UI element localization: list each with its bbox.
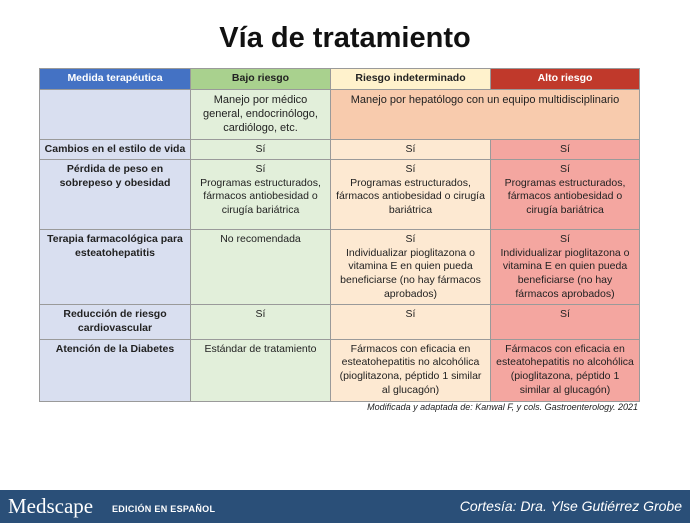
row-label: Atención de la Diabetes (40, 339, 191, 401)
footer-bar (0, 490, 690, 523)
header-riesgo-indeterminado: Riesgo indeterminado (331, 69, 491, 90)
table-header-row (40, 69, 640, 90)
header-alto-riesgo: Alto riesgo (491, 69, 640, 90)
page-title: Vía de tratamiento (219, 22, 471, 54)
source-note: Modificada y adaptada de: Kanwal F, y cols. Gastroenterology. 2021 (367, 402, 638, 412)
table-row (40, 305, 640, 339)
cell-indeterminado: Sí Programas estructurados, fármacos antiobesidad o cirugía bariátrica (331, 160, 491, 230)
treatment-table (39, 68, 640, 402)
cell-bajo: Sí Programas estructurados, fármacos antiobesidad o cirugía bariátrica (191, 160, 331, 230)
table-row (40, 339, 640, 401)
cell-alto: Sí Programas estructurados, fármacos antiobesidad o cirugía bariátrica (491, 160, 640, 230)
medscape-logo: Medscape (8, 494, 94, 518)
table-row (40, 230, 640, 305)
cell-alto: Sí (491, 139, 640, 160)
table-row (40, 139, 640, 160)
edition-label: EDICIÓN EN ESPAÑOL (112, 504, 216, 514)
cell-bajo: Estándar de tratamiento (191, 339, 331, 401)
cell-alto: Sí Individualizar pioglitazona o vitamina E en quien pueda beneficiarse (no hay fármacos aprobados) (491, 230, 640, 305)
manejo-bajo-cell: Manejo por médico general, endocrinólogo, cardiólogo, etc. (191, 89, 331, 139)
row-label: Pérdida de peso en sobrepeso y obesidad (40, 160, 191, 230)
cell-alto: Fármacos con eficacia en esteatohepatitis no alcohólica (pioglitazona, péptido 1 similar al glucagón) (491, 339, 640, 401)
manejo-hepatologo-cell: Manejo por hepatólogo con un equipo multidisciplinario (331, 89, 640, 139)
cell-indeterminado: Sí (331, 305, 491, 339)
row-label: Cambios en el estilo de vida (40, 139, 191, 160)
header-medida: Medida terapéutica (40, 69, 191, 90)
row-label: Reducción de riesgo cardiovascular (40, 305, 191, 339)
credit-text: Cortesía: Dra. Ylse Gutiérrez Grobe (459, 498, 682, 514)
table-row (40, 160, 640, 230)
row-label: Terapia farmacológica para esteatohepatitis (40, 230, 191, 305)
cell-bajo: No recomendada (191, 230, 331, 305)
cell-indeterminado: Sí Individualizar pioglitazona o vitamina E en quien pueda beneficiarse (no hay fármacos aprobados) (331, 230, 491, 305)
cell-indeterminado: Fármacos con eficacia en esteatohepatitis no alcohólica (pioglitazona, péptido 1 similar al glucagón) (331, 339, 491, 401)
cell-bajo: Sí (191, 139, 331, 160)
table-row (40, 89, 640, 139)
header-bajo-riesgo: Bajo riesgo (191, 69, 331, 90)
cell-bajo: Sí (191, 305, 331, 339)
cell-indeterminado: Sí (331, 139, 491, 160)
cell-alto: Sí (491, 305, 640, 339)
row-label-empty (40, 89, 191, 139)
